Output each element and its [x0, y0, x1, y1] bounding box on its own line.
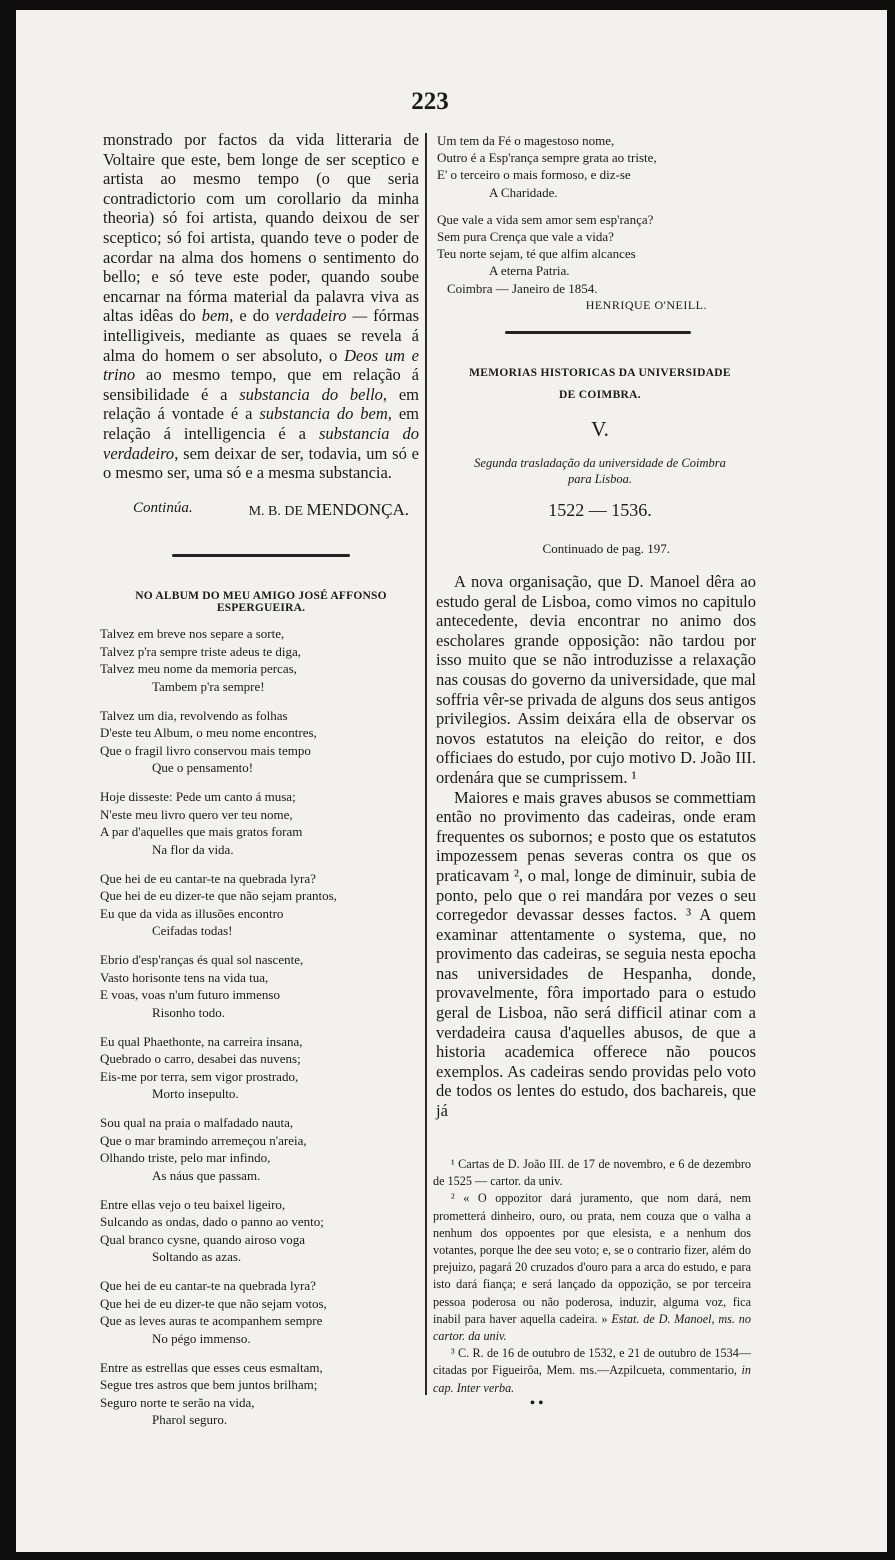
poem-line: A par d'aquelles que mais gratos foram: [100, 824, 303, 839]
memorias-title: MEMORIAS HISTORICAS DA UNIVERSIDADE DE COIMBRA.: [469, 367, 731, 401]
left-separator-rule: [172, 554, 350, 557]
poem-line: A Charidade.: [489, 184, 558, 200]
poem-line: Hoje disseste: Pede um canto á musa;: [100, 789, 296, 804]
poem-line: Morto insepulto.: [152, 1086, 239, 1101]
poem-line: Sulcando as ondas, dado o panno ao vento;: [100, 1214, 324, 1229]
poem-line: Talvez um dia, revolvendo as folhas: [100, 707, 288, 723]
footnote: ¹ Cartas de D. João III. de 17 de novembro, e 6 de dezembro de 1525 — cartor. da univ.: [433, 1157, 751, 1189]
poem-line: Que hei de eu dizer-te que não sejam votos,: [100, 1295, 327, 1311]
poem-dateline: Coimbra — Janeiro de 1854.: [447, 280, 598, 296]
poem-stanza: [100, 1114, 425, 1184]
page-number: 223: [411, 88, 449, 115]
poem-author: HENRIQUE O'NEILL.: [585, 297, 707, 312]
poem-line: N'este meu livro quero ver teu nome,: [100, 806, 293, 822]
poem-line: Que hei de eu dizer-te que não sejam prantos,: [100, 888, 337, 903]
poem-line: Na flor da vida.: [152, 841, 234, 857]
poem-line: Sou qual na praia o malfadado nauta,: [100, 1115, 294, 1130]
section-number: V.: [591, 417, 609, 441]
poem-line: Teu norte sejam, té que alfim alcances: [437, 246, 636, 262]
poem-stanza: [100, 951, 425, 1021]
poem-line: Ceifadas todas!: [152, 923, 233, 938]
continua-label: Continúa.: [133, 500, 193, 516]
album-poem: [100, 625, 425, 1440]
poem-stanza: [100, 625, 425, 695]
poem-stanza: [100, 788, 425, 858]
poem-line: Pharol seguro.: [152, 1412, 228, 1427]
poem-line: Que hei de eu cantar-te na quebrada lyra?: [100, 1278, 316, 1293]
poem-line: Talvez p'ra sempre triste adeus te diga,: [100, 643, 302, 659]
poem-line: Seguro norte te serão na vida,: [100, 1394, 255, 1410]
continued-note: Continuado de pag. 197.: [542, 541, 670, 556]
poem-title: NO ALBUM DO MEU AMIGO JOSÉ AFFONSO ESPERGUEIRA.: [135, 590, 387, 614]
poem-line: Olhando triste, pelo mar infindo,: [100, 1150, 271, 1165]
poem-line: Entre ellas vejo o teu baixel ligeiro,: [100, 1196, 286, 1212]
poem-line: E voas, voas n'um futuro immenso: [100, 987, 280, 1002]
essay-paragraph: monstrado por factos da vida litteraria de Voltaire que este, bem longe de ser sceptico e artista ao mesmo tempo (o que seria contradictorio com um corollario da minha theoria) só foi artista, quando deixou de ser sceptico; só foi artista, quando teve o poder de acordar na alma dos homens o sentimento do bello; e só teve este poder, quando soube encarnar na fórma material da palavra viva as altas idêas do bem, e do verdadeiro — fórmas intelligiveis, mediante as quaes se revela á alma do homem o ser absoluto, o Deos um e trino ao mesmo tempo, que em relação á sensibilidade é a substancia do bello, em relação á vontade é a substancia do bem, em relação á intelligencia é a substancia do verdadeiro, sem deixar de ser, todavia, um só e o mesmo ser, uma só e a mesma substancia.: [103, 130, 420, 483]
poem-continuation: [437, 132, 737, 314]
poem-line: Entre as estrellas que esses ceus esmaltam,: [100, 1359, 323, 1375]
poem-line: Ebrio d'esp'ranças és qual sol nascente,: [100, 952, 304, 967]
poem-stanza: [100, 1277, 425, 1347]
poem-line: Eu que da vida as illusões encontro: [100, 905, 284, 921]
memorias-text: [436, 572, 756, 1121]
poem-line: As náus que passam.: [152, 1167, 261, 1183]
poem-line: Que o pensamento!: [152, 760, 254, 775]
poem-line: Risonho todo.: [152, 1004, 225, 1020]
poem-line: Talvez em breve nos separe a sorte,: [100, 626, 285, 641]
poem-line: Soltando as azas.: [152, 1249, 242, 1264]
column-divider: [425, 133, 427, 1395]
footnote: ² « O oppozitor dará juramento, que nom dará, nem prometterá dinheiro, ouro, ou prata, nem couza que o valha a nenhum dos oppoentes por que elesista, e a nenhum dos votantes, porque lhe dee seu voto; e, se o contrario fizer, além do prejuizo, pagará 20 cruzados d'ouro para a arca do estudo, e para isto dará fiança; e será lançado da oppozição, se por terceira pessoa poderosa ou não poderosa, induzir, alguma voz, fica inabil para haver aquella cadeira. » Estat. de D. Manoel, ms. no cartor. da univ.: [433, 1191, 751, 1344]
sheet-mark: • •: [530, 1396, 544, 1411]
poem-line: Que o fragil livro conservou mais tempo: [100, 742, 311, 758]
poem-line: Um tem da Fé o magestoso nome,: [437, 133, 615, 148]
poem-line: E' o terceiro o mais formoso, e diz-se: [437, 167, 631, 183]
left-prose: [103, 130, 419, 483]
poem-line: A eterna Patria.: [489, 263, 570, 279]
poem-line: No pégo immenso.: [152, 1330, 251, 1346]
poem-line: Segue tres astros que bem juntos brilham;: [100, 1377, 318, 1392]
right-separator-rule: [505, 331, 691, 334]
poem-line: Que hei de eu cantar-te na quebrada lyra?: [100, 870, 316, 886]
poem-stanza: [100, 1196, 425, 1266]
poem-line: D'este teu Album, o meu nome encontres,: [100, 725, 317, 740]
poem-line: Que o mar bramindo arremeçou n'areia,: [100, 1132, 307, 1148]
poem-line: Que vale a vida sem amor sem esp'rança?: [437, 211, 654, 227]
poem-line: Eis-me por terra, sem vigor prostrado,: [100, 1068, 299, 1084]
paragraph: A nova organisação, que D. Manoel dêra ao estudo geral de Lisboa, como vimos no capitulo antecedente, devia encontrar no animo dos escholares grande opposição: não tardou por isso muito que se não introduzisse a relaxação nas cousas do governo da universidade, que mal soffria vêr-se privada de alguns dos seus antigos privilegios. Assim deixára ella de observar os novos estatutos na eleição do reitor, e dos officiaes do estudo, por cujo motivo D. João III. ordenára que se cumprissem. ¹: [436, 572, 756, 787]
poem-stanza: [100, 707, 425, 777]
poem-stanza: [100, 1033, 425, 1103]
poem-line: Tambem p'ra sempre!: [152, 678, 265, 694]
poem-line: Eu qual Phaethonte, na carreira insana,: [100, 1033, 303, 1049]
footnotes: [433, 1156, 751, 1397]
paragraph: Maiores e mais graves abusos se commettiam então no provimento das cadeiras, onde eram frequentes os subornos; e posto que os estatutos impozessem penas severas contra os que os praticavam ², o mal, longe de diminuir, subia de ponto, pelo que o rei mandára por vezes o seu corregedor devassar desses factos. ³ A quem examinar attentamente o systema, que, no provimento das cadeiras, se seguia nesta epocha nas universidades de Hespanha, donde, provavelmente, fôra importado para o estudo geral de Lisboa, não será difficil atinar com a verdadeira causa d'aquelles abusos, de que a historia academica offerece não poucos exemplos. As cadeiras sendo providas pelo voto de todos os lentes do estudo, dos bachareis, que já: [436, 787, 756, 1121]
poem-stanza: [100, 870, 425, 940]
section-subtitle: Segunda trasladação da universidade de Coimbra para Lisboa.: [474, 456, 726, 486]
poem-line: Sem pura Crença que vale a vida?: [437, 229, 614, 245]
poem-stanza: [100, 1359, 425, 1429]
section-years: 1522 — 1536.: [548, 500, 652, 520]
footnote: ³ C. R. de 16 de outubro de 1532, e 21 de outubro de 1534—citadas por Figueirôa, Mem. ms.—Azpilcueta, commentario, in cap. Inter verba.: [433, 1346, 751, 1395]
poem-line: Vasto horisonte tens na vida tua,: [100, 969, 269, 985]
poem-line: Que as leves auras te acompanhem sempre: [100, 1313, 323, 1328]
essay-author: M. B. DE MENDONÇA.: [248, 500, 409, 519]
poem-line: Outro é a Esp'rança sempre grata ao triste,: [437, 150, 657, 166]
poem-line: Quebrado o carro, desabei das nuvens;: [100, 1051, 301, 1066]
poem-line: Talvez meu nome da memoria percas,: [100, 661, 297, 676]
poem-line: Qual branco cysne, quando airoso voga: [100, 1231, 306, 1247]
